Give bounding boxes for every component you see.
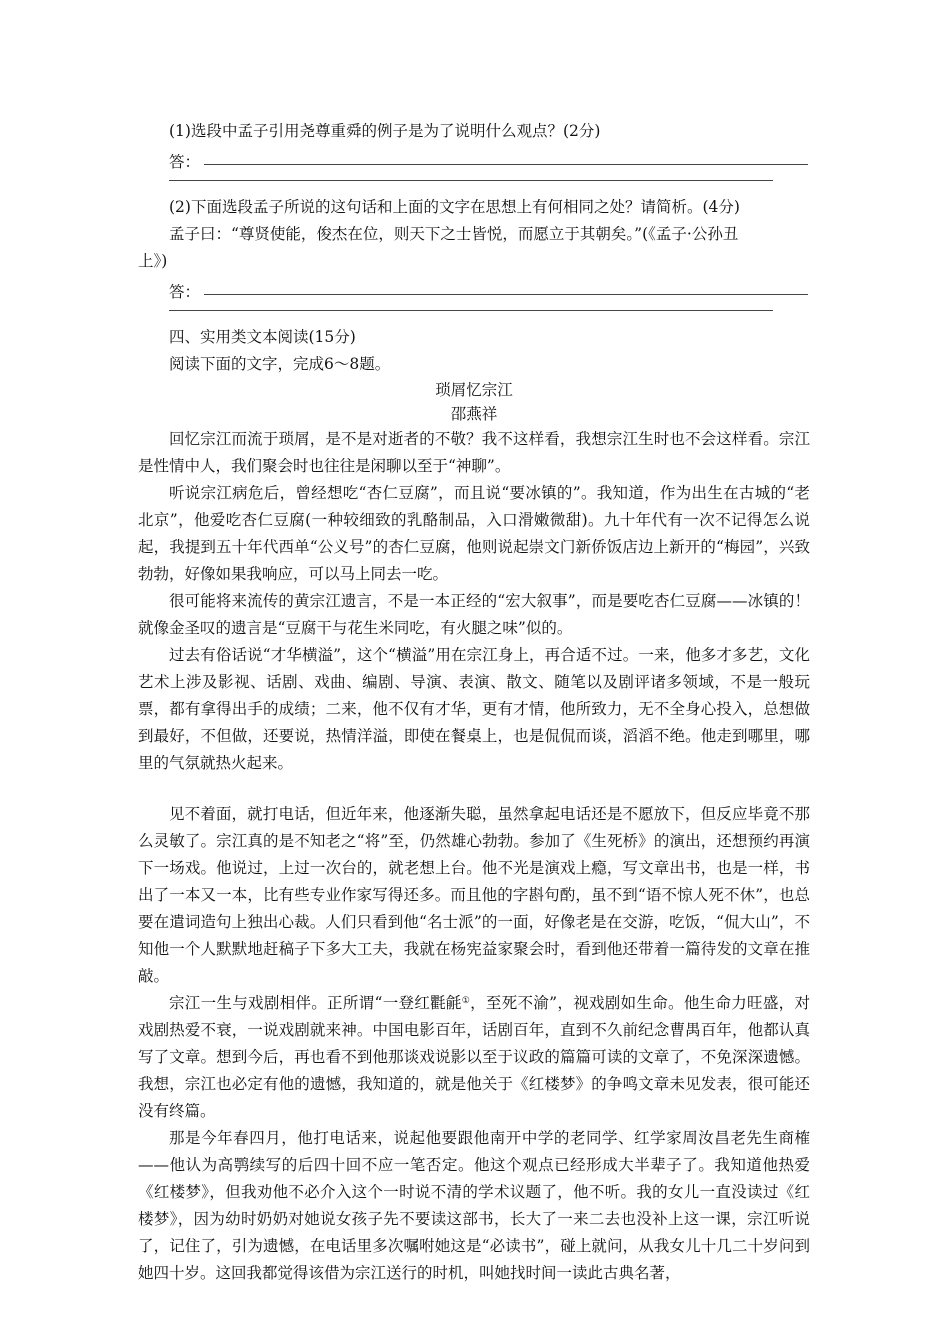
- article-title: 琐屑忆宗江: [435, 381, 513, 399]
- document-page: [138, 118, 810, 1287]
- article-paragraph-5: 见不着面，就打电话，但近年来，他逐渐失聪，虽然拿起电话还是不愿放下，但反应毕竟不那么灵敏了。宗江真的是不知老之“将”至，仍然雄心勃勃。参加了《生死桥》的演出，还想预约再演下一场戏。他说过，上过一次台的，就老想上台。他不光是演戏上瘾，写文章出书，也是一样，书出了一本又一本，比有些专业作家写得还多。而且他的字斟句酌，虽不到“语不惊人死不休”，也总要在遣词造句上独出心裁。人们只看到他“名士派”的一面，好像老是在交游，吃饭，“侃大山”，不知他一个人默默地赶稿子下多大工夫，我就在杨宪益家聚会时，看到他还带着一篇待发的文章在推敲。: [138, 805, 810, 985]
- article-paragraph-2: 听说宗江病危后，曾经想吃“杏仁豆腐”，而且说“要冰镇的”。我知道，作为出生在古城的“老北京”，他爱吃杏仁豆腐(一种较细致的乳酪制品，入口滑嫩微甜)。九十年代有一次不记得怎么说起，我提到五十年代西单“公义号”的杏仁豆腐，他则说起崇文门新侨饭店边上新开的“梅园”，兴致勃勃，好像如果我响应，可以马上同去一吃。: [138, 484, 810, 583]
- question-2-quote-line2: 上》): [138, 252, 168, 270]
- question-2-quote-line1: 孟子曰：“尊贤使能，俊杰在位，则天下之士皆悦，而愿立于其朝矣。”(《孟子·公孙丑: [169, 225, 739, 243]
- question-2-prompt: (2)下面选段孟子所说的这句话和上面的文字在思想上有何相同之处？请简析。(4分): [169, 198, 740, 216]
- paragraph-gap: [138, 777, 810, 801]
- question-1-prompt: (1)选段中孟子引用尧尊重舜的例子是为了说明什么观点？(2分): [169, 122, 601, 140]
- answer-line: [204, 164, 808, 165]
- article-paragraph-7: 那是今年春四月，他打电话来，说起他要跟他南开中学的老同学、红学家周汝昌老先生商榷——他认为高鹗续写的后四十回不应一笔否定。他这个观点已经形成大半辈子了。我知道他热爱《红楼梦》，但我劝他不必介入这个一时说不清的学术议题了，他不听。我的女儿一直没读过《红楼梦》，因为幼时奶奶对她说女孩子先不要读这部书，长大了一来二去也没补上这一课，宗江听说了，记住了，引为遗憾，在电话里多次嘱咐她这是“必读书”，碰上就问，从我女儿十几二十岁问到她四十岁。这回我都觉得该借为宗江送行的时机，叫她找时间一读此古典名著，: [138, 1129, 810, 1282]
- section-heading: 四、实用类文本阅读(15分): [169, 328, 356, 346]
- article-paragraph-6: [138, 990, 810, 1125]
- answer-label: 答：: [169, 283, 201, 301]
- paragraph-6-text-start: 宗江一生与戏剧相伴。正所谓“一登红氍毹: [169, 994, 462, 1012]
- article-paragraph-3: 很可能将来流传的黄宗江遗言，不是一本正经的“宏大叙事”，而是要吃杏仁豆腐——冰镇的！就像金圣叹的遗言是“豆腐干与花生米同吃，有火腿之味”似的。: [138, 592, 810, 637]
- article-author: 邵燕祥: [450, 405, 498, 423]
- question-1-answer-field[interactable]: [138, 145, 810, 172]
- answer-line-extra: [138, 172, 810, 194]
- paragraph-6-text-end: ，至死不渝”，视戏剧如生命。他生命力旺盛，对戏剧热爱不衰，一说戏剧就来神。中国电影百年，话剧百年，直到不久前纪念曹禺百年，他都认真写了文章。想到今后，再也看不到他那谈戏说影以至于议政的篇篇可读的文章了，不免深深遗憾。我想，宗江也必定有他的遗憾，我知道的，就是他关于《红楼梦》的争鸣文章未见发表，很可能还没有终篇。: [138, 994, 810, 1120]
- answer-label: 答：: [169, 153, 201, 171]
- answer-line-extra: [138, 302, 810, 324]
- section-instruction: 阅读下面的文字，完成6～8题。: [169, 355, 391, 373]
- article-paragraph-1: 回忆宗江而流于琐屑，是不是对逝者的不敬？我不这样看，我想宗江生时也不会这样看。宗江是性情中人，我们聚会时也往往是闲聊以至于“神聊”。: [138, 430, 810, 475]
- question-2-answer-field[interactable]: [138, 275, 810, 302]
- article-paragraph-4: 过去有俗话说“才华横溢”，这个“横溢”用在宗江身上，再合适不过。一来，他多才多艺，文化艺术上涉及影视、话剧、戏曲、编剧、导演、表演、散文、随笔以及剧评诸多领域，不是一般玩票，都有拿得出手的成绩；二来，他不仅有才华，更有才情，他所致力，无不全身心投入，总想做到最好，不但做，还要说，热情洋溢，即使在餐桌上，也是侃侃而谈，滔滔不绝。他走到哪里，哪里的气氛就热火起来。: [138, 646, 810, 772]
- footnote-marker: ①: [461, 996, 471, 1006]
- answer-line: [204, 294, 808, 295]
